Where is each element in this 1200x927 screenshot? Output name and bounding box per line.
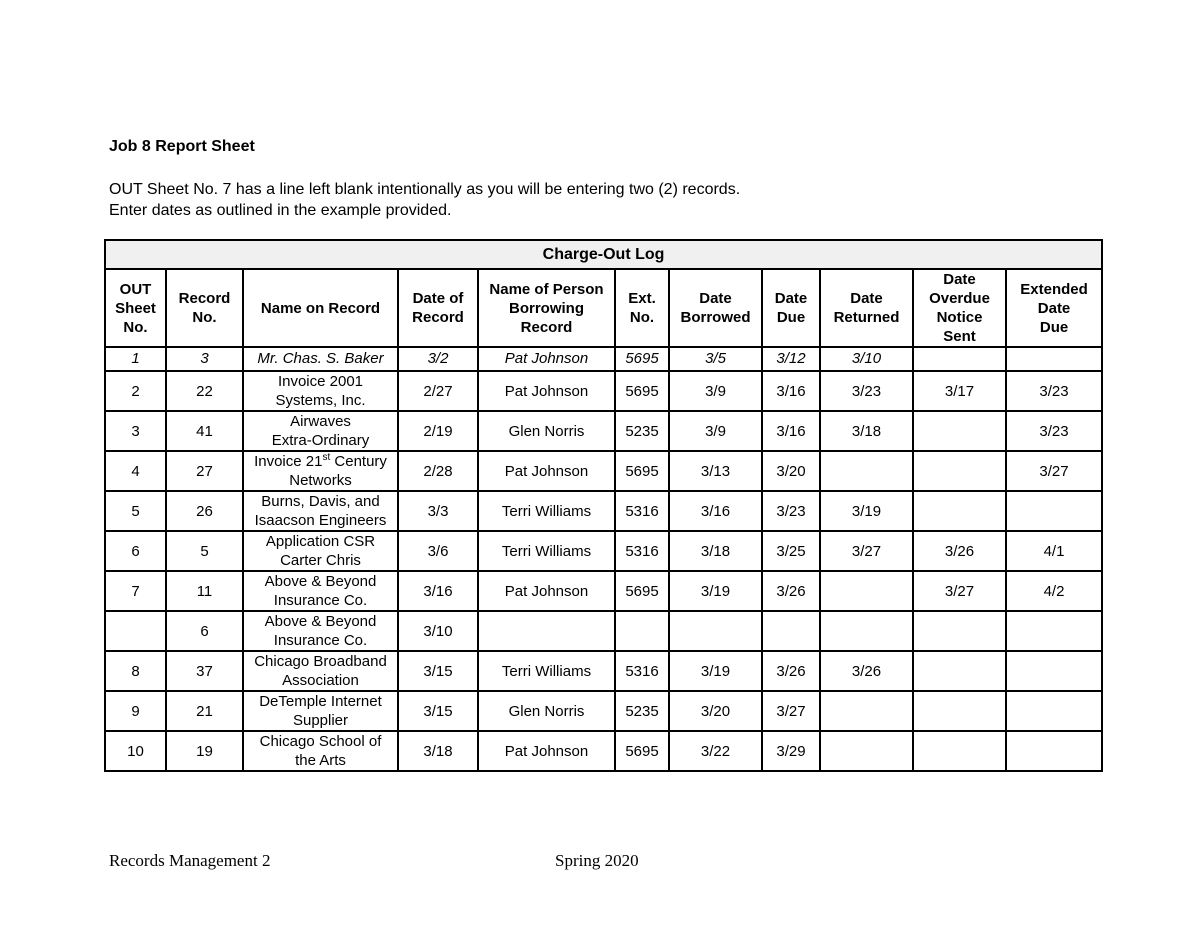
instructions: [109, 179, 740, 221]
cell-due: 3/23: [762, 491, 820, 531]
name-line: Application CSR: [265, 533, 376, 550]
cell-name: [243, 411, 398, 451]
cell-name: [243, 611, 398, 651]
footer-course: Records Management 2: [109, 851, 271, 870]
column-header-date-borrowed: [669, 269, 762, 347]
name-line: Insurance Co.: [273, 592, 368, 609]
cell-date-record: 3/18: [398, 731, 478, 771]
cell-person: Terri Williams: [478, 491, 615, 531]
header-line: Extended: [1020, 280, 1088, 298]
cell-out: 7: [105, 571, 166, 611]
cell-returned: [820, 571, 913, 611]
cell-ext: 5695: [615, 571, 669, 611]
cell-due: 3/26: [762, 571, 820, 611]
cell-ext: 5695: [615, 347, 669, 371]
cell-due: [762, 611, 820, 651]
header-line: Returned: [833, 309, 900, 326]
cell-extended: 4/1: [1006, 531, 1102, 571]
cell-borrowed: 3/5: [669, 347, 762, 371]
cell-date-record: 3/15: [398, 691, 478, 731]
name-line: the Arts: [295, 752, 346, 769]
cell-due: 3/20: [762, 451, 820, 491]
cell-record: 37: [166, 651, 243, 691]
cell-borrowed: [669, 611, 762, 651]
name-line: Networks: [289, 472, 352, 489]
cell-due: 3/29: [762, 731, 820, 771]
cell-name: [243, 491, 398, 531]
cell-ext: 5695: [615, 371, 669, 411]
cell-record: 6: [166, 611, 243, 651]
name-line: DeTemple Internet: [259, 693, 382, 710]
cell-overdue: [913, 611, 1006, 651]
cell-ext: 5316: [615, 531, 669, 571]
name-text: Century: [330, 453, 387, 470]
name-line: Systems, Inc.: [275, 392, 366, 409]
cell-ext: [615, 611, 669, 651]
cell-out: [105, 611, 166, 651]
cell-person: Pat Johnson: [478, 451, 615, 491]
header-line: Sent: [943, 328, 976, 345]
cell-out: 1: [105, 347, 166, 371]
column-header-out-sheet-no: [105, 269, 166, 347]
cell-overdue: 3/17: [913, 371, 1006, 411]
header-line: Date: [699, 290, 732, 307]
cell-person: [478, 611, 615, 651]
cell-ext: 5316: [615, 491, 669, 531]
cell-extended: [1006, 691, 1102, 731]
header-line: Date: [774, 290, 808, 307]
header-line: Date: [943, 271, 976, 288]
cell-overdue: [913, 731, 1006, 771]
cell-overdue: [913, 691, 1006, 731]
column-header-date-due: [762, 269, 820, 347]
cell-returned: 3/23: [820, 371, 913, 411]
cell-name: [243, 691, 398, 731]
name-line: Invoice 2001: [277, 373, 364, 390]
cell-name: [243, 651, 398, 691]
cell-returned: [820, 691, 913, 731]
name-line: Above & Beyond: [264, 613, 377, 630]
header-line: No.: [629, 309, 655, 326]
cell-person: Pat Johnson: [478, 371, 615, 411]
cell-record: 22: [166, 371, 243, 411]
cell-date-record: 3/16: [398, 571, 478, 611]
name-line: Carter Chris: [280, 552, 361, 569]
cell-borrowed: 3/9: [669, 371, 762, 411]
column-header-name-on-record: [243, 269, 398, 347]
cell-record: 3: [166, 347, 243, 371]
cell-overdue: 3/27: [913, 571, 1006, 611]
cell-returned: [820, 731, 913, 771]
cell-overdue: [913, 411, 1006, 451]
cell-date-record: 2/27: [398, 371, 478, 411]
cell-name: [243, 451, 398, 491]
cell-date-record: 3/2: [398, 347, 478, 371]
cell-due: 3/12: [762, 347, 820, 371]
name-line: Chicago Broadband: [254, 653, 387, 670]
cell-overdue: [913, 651, 1006, 691]
name-line: Isaacson Engineers: [254, 512, 387, 529]
cell-date-record: 3/3: [398, 491, 478, 531]
cell-name: [243, 347, 398, 371]
name-line: Supplier: [292, 712, 349, 729]
cell-extended: 3/23: [1006, 371, 1102, 411]
cell-out: 9: [105, 691, 166, 731]
cell-due: 3/16: [762, 411, 820, 451]
column-header-ext-no: [615, 269, 669, 347]
cell-returned: [820, 611, 913, 651]
table-row: [105, 691, 1102, 731]
header-line: Sheet: [115, 299, 156, 317]
header-line: Notice: [936, 309, 983, 326]
cell-person: Pat Johnson: [478, 571, 615, 611]
cell-returned: 3/26: [820, 651, 913, 691]
header-line: Date: [1037, 299, 1071, 317]
cell-person: Terri Williams: [478, 531, 615, 571]
cell-borrowed: 3/13: [669, 451, 762, 491]
column-header-borrower: [478, 269, 615, 347]
table-row: [105, 651, 1102, 691]
cell-record: 19: [166, 731, 243, 771]
footer-term: Spring 2020: [555, 851, 639, 870]
name-text: Invoice 21: [254, 453, 323, 470]
page-title: Job 8 Report Sheet: [109, 138, 255, 155]
cell-out: 8: [105, 651, 166, 691]
cell-ext: 5316: [615, 651, 669, 691]
cell-out: 5: [105, 491, 166, 531]
cell-out: 2: [105, 371, 166, 411]
instruction-line: Enter dates as outlined in the example provided.: [109, 202, 452, 219]
cell-due: 3/26: [762, 651, 820, 691]
cell-date-record: 3/15: [398, 651, 478, 691]
name-line: Mr. Chas. S. Baker: [257, 350, 384, 367]
cell-out: 10: [105, 731, 166, 771]
column-header-record-no: [166, 269, 243, 347]
cell-overdue: [913, 451, 1006, 491]
header-line: Due: [776, 309, 806, 326]
header-line: Record: [412, 309, 464, 326]
cell-record: 11: [166, 571, 243, 611]
name-line: [246, 452, 395, 471]
header-line: No.: [123, 318, 148, 336]
cell-date-record: 2/19: [398, 411, 478, 451]
header-line: Borrowing: [509, 299, 584, 317]
header-line: Record: [520, 318, 573, 336]
cell-out: 6: [105, 531, 166, 571]
header-line: No.: [192, 309, 217, 326]
cell-ext: 5695: [615, 451, 669, 491]
column-header-overdue-notice-sent: [913, 269, 1006, 347]
cell-name: [243, 731, 398, 771]
table-row: [105, 531, 1102, 571]
table-row: [105, 731, 1102, 771]
charge-out-log-table: [104, 239, 1103, 772]
cell-overdue: [913, 347, 1006, 371]
cell-returned: 3/19: [820, 491, 913, 531]
cell-returned: [820, 451, 913, 491]
header-line: OUT: [119, 280, 152, 298]
cell-due: 3/27: [762, 691, 820, 731]
header-line: Ext.: [628, 290, 656, 307]
cell-borrowed: 3/19: [669, 571, 762, 611]
header-line: Name on Record: [260, 299, 381, 317]
cell-ext: 5235: [615, 691, 669, 731]
cell-returned: 3/10: [820, 347, 913, 371]
cell-date-record: 3/10: [398, 611, 478, 651]
column-header-date-returned: [820, 269, 913, 347]
name-line: Chicago School of: [259, 733, 382, 750]
cell-out: 3: [105, 411, 166, 451]
cell-extended: 3/23: [1006, 411, 1102, 451]
name-line: Burns, Davis, and: [261, 493, 380, 510]
cell-name: [243, 571, 398, 611]
column-header-extended-date-due: [1006, 269, 1102, 347]
header-line: Borrowed: [680, 309, 751, 326]
cell-date-record: 2/28: [398, 451, 478, 491]
cell-person: Glen Norris: [478, 691, 615, 731]
cell-person: Pat Johnson: [478, 347, 615, 371]
cell-overdue: 3/26: [913, 531, 1006, 571]
header-line: Date: [850, 290, 883, 307]
log-title: Charge-Out Log: [105, 240, 1102, 269]
name-line: Extra-Ordinary: [271, 432, 370, 449]
cell-extended: [1006, 731, 1102, 771]
table-row: [105, 611, 1102, 651]
cell-name: [243, 531, 398, 571]
column-header-date-of-record: [398, 269, 478, 347]
cell-borrowed: 3/20: [669, 691, 762, 731]
instruction-line: OUT Sheet No. 7 has a line left blank intentionally as you will be entering two (2) records.: [109, 181, 741, 198]
cell-ext: 5235: [615, 411, 669, 451]
table-row: [105, 411, 1102, 451]
cell-overdue: [913, 491, 1006, 531]
cell-returned: 3/18: [820, 411, 913, 451]
cell-borrowed: 3/22: [669, 731, 762, 771]
cell-due: 3/16: [762, 371, 820, 411]
cell-record: 21: [166, 691, 243, 731]
cell-record: 41: [166, 411, 243, 451]
name-line: Airwaves: [290, 413, 351, 430]
table-row: [105, 371, 1102, 411]
header-line: Overdue: [929, 290, 990, 307]
table-row: [105, 571, 1102, 611]
cell-date-record: 3/6: [398, 531, 478, 571]
cell-record: 27: [166, 451, 243, 491]
header-line: Record: [178, 290, 231, 307]
table-row: [105, 491, 1102, 531]
header-line: Due: [1039, 318, 1069, 336]
name-line: Above & Beyond: [264, 573, 377, 590]
cell-person: Terri Williams: [478, 651, 615, 691]
cell-record: 5: [166, 531, 243, 571]
cell-name: [243, 371, 398, 411]
cell-person: Pat Johnson: [478, 731, 615, 771]
cell-out: 4: [105, 451, 166, 491]
cell-extended: [1006, 491, 1102, 531]
header-line: Date of: [412, 290, 464, 307]
cell-extended: [1006, 651, 1102, 691]
cell-ext: 5695: [615, 731, 669, 771]
cell-due: 3/25: [762, 531, 820, 571]
name-line: Association: [282, 672, 359, 689]
cell-borrowed: 3/19: [669, 651, 762, 691]
example-row: [105, 347, 1102, 371]
cell-borrowed: 3/18: [669, 531, 762, 571]
cell-record: 26: [166, 491, 243, 531]
cell-extended: 4/2: [1006, 571, 1102, 611]
cell-extended: [1006, 611, 1102, 651]
header-line: Name of Person: [489, 280, 604, 298]
name-line: Insurance Co.: [273, 632, 368, 649]
cell-extended: [1006, 347, 1102, 371]
cell-borrowed: 3/16: [669, 491, 762, 531]
cell-person: Glen Norris: [478, 411, 615, 451]
cell-borrowed: 3/9: [669, 411, 762, 451]
cell-extended: 3/27: [1006, 451, 1102, 491]
table-row: [105, 451, 1102, 491]
ordinal-suffix: st: [322, 452, 331, 463]
cell-returned: 3/27: [820, 531, 913, 571]
